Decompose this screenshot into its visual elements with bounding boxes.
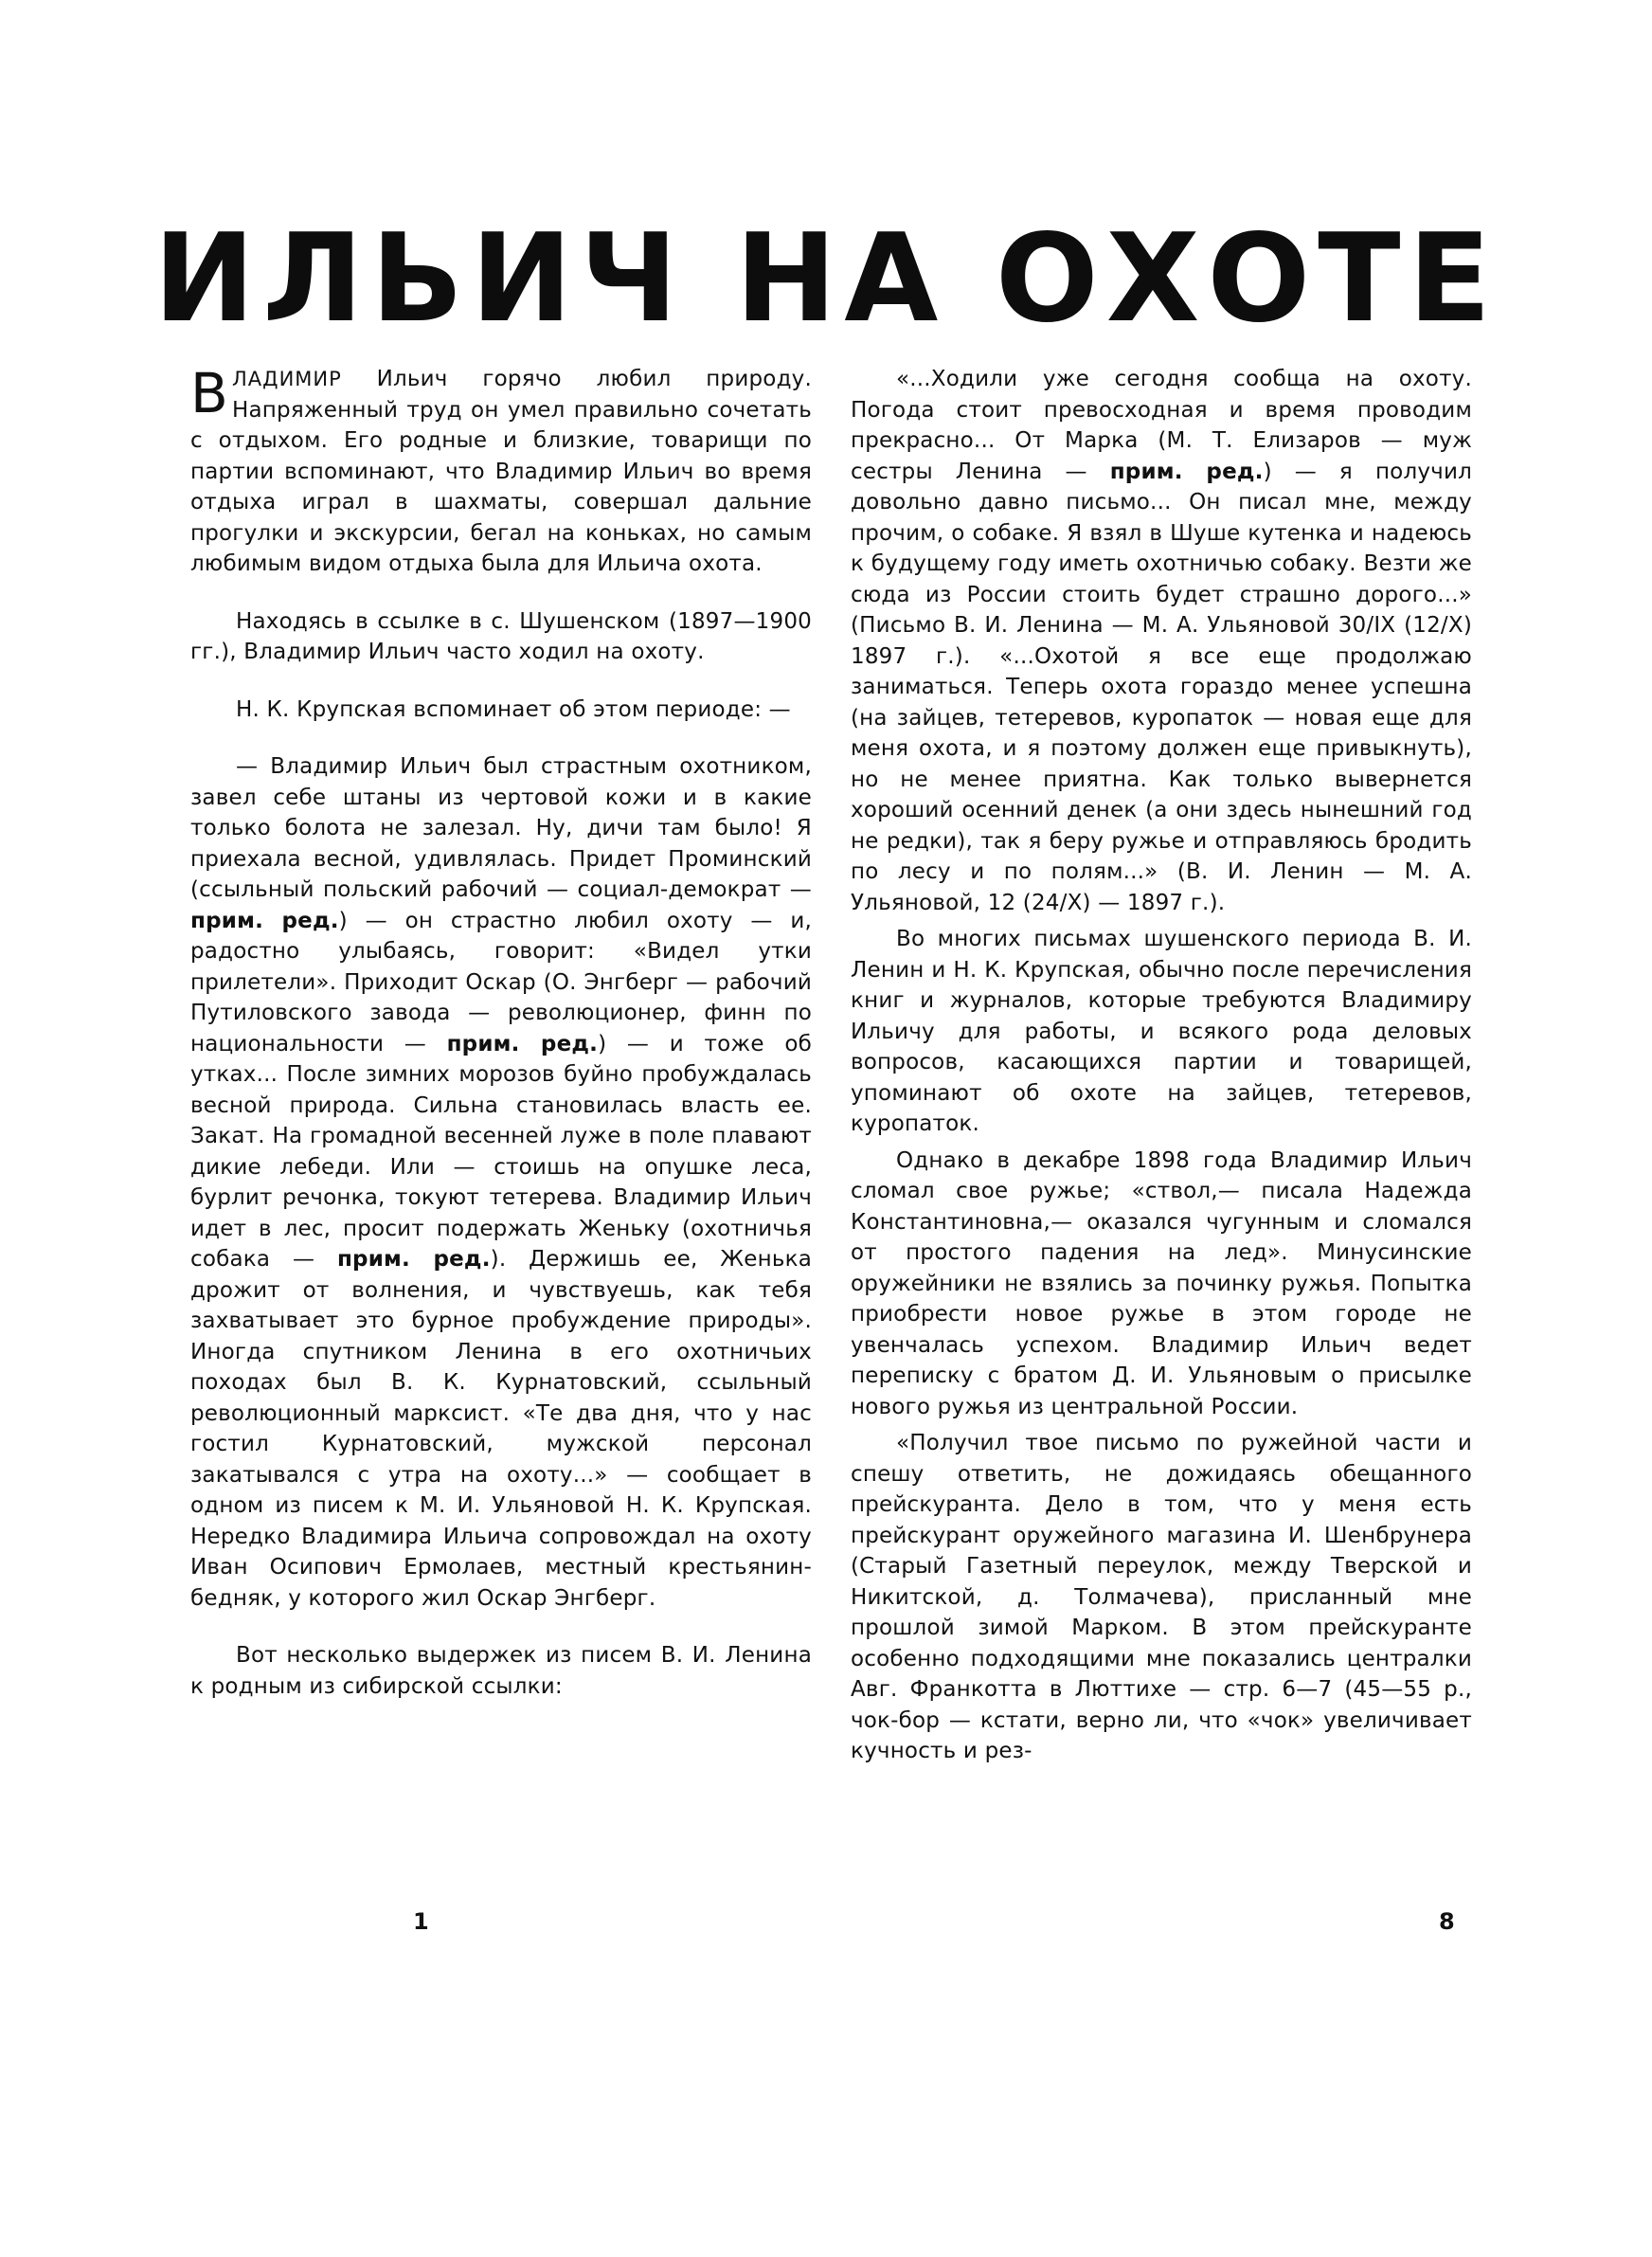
letter-part-b: ) — я получил довольно давно письмо... Он писал мне, между прочим, о собаке. Я взял в Шуше кутенка и надеюсь к будущему году иметь охотничью собаку. Везти же сюда из России стоить будет страшно дорого...» (Письмо В. И. Ленина — М. А. Ульяновой 30/IX (12/X) 1897 г.). «...Охотой я все еще продолжаю заниматься. Теперь охота гораздо менее успешна (на зайцев, тетеревов, куропаток — новая еще для меня охота, и я поэтому должен еще привыкнуть), но не менее приятна. Как только вывернется хороший осенний денек (а они здесь нынешний год не редки), так я беру ружье и отправляюсь бродить по лесу и по полям...» (В. И. Ленин — М. А. Ульяновой, 12 (24/X) — 1897 г.). [851, 459, 1473, 915]
krupskaya-quote-paragraph [190, 751, 812, 1614]
shushenskoye-letters-paragraph: Во многих письмах шушенского периода В. И. Ленин и Н. К. Крупская, обычно после перечисления книг и журналов, которые требуются Владимиру Ильичу для работы, и всякого рода деловых вопросов, касающихся партии и товарищей, упоминают об охоте на зайцев, тетеревов, куропаток. [851, 927, 1472, 1136]
letter-part-a: «...Ходили уже сегодня сообща на охоту. Погода стоит превосходная и время проводим прекрасно... От Марка (М. Т. Елизаров — муж сестры Ленина — [851, 367, 1472, 484]
intro-paragraph [190, 361, 812, 580]
editor-note: прим. ред. [1109, 459, 1264, 484]
gun-letter-paragraph: «Получил твое письмо по ружейной части и спешу ответить, не дожидаясь обещанного прейскуранта. Дело в том, что у меня есть прейскурант оружейного магазина И. Шенбрунера (Старый Газетный переулок, между Тверской и Никитской, д. Толмачева), присланный мне прошлой зимой Марком. В этом прейскуранте особенно подходящими мне показались централки Авг. Франкотта в Люттихе — стр. 6—7 (45—55 р., чок-бор — кстати, верно ли, что «чок» увеличивает кучность и рез- [851, 1431, 1472, 1763]
quote-part-c: ) — и тоже об утках... После зимних морозов буйно пробуждалась весной природа. Сильна становилась власть ее. Закат. На громадной весенней луже в поле плавают дикие лебеди. Или — стоишь на опушке леса, бурлит речонка, токуют тетерева. Владимир Ильич идет в лес, просит подержать Женьку (охотничья собака — [190, 1031, 812, 1272]
krupskaya-intro-paragraph: Н. К. Крупская вспоминает об этом периоде: — [236, 696, 791, 722]
exile-paragraph: Находясь в ссылке в с. Шушенском (1897—1900 гг.), Владимир Ильич часто ходил на охоту. [190, 608, 812, 664]
intro-text: Ильич горячо любил природу. Напряженный труд он умел правильно сочетать с отдыхом. Его родные и близкие, товарищи по партии вспоминают, что Владимир Ильич во время отдыха играл в шахматы, совершал дальние прогулки и экскурсии, бегал на коньках, но самым любимым видом отдыха была для Ильича охота. [190, 367, 812, 576]
page-mark-left: 1 [413, 1908, 429, 1935]
quote-part-d: ). Держишь ее, Женька дрожит от волнения, и чувствуешь, как тебя захватывает это бурное пробуждение природы». Иногда спутником Ленина в его охотничьих походах был В. К. Курнатовский, ссыльный революционный марксист. «Те два дня, что у нас гостил Курнатовский, мужской персонал закатывался с утра на охоту...» — сообщает в одном из писем к М. И. Ульяновой Н. К. Крупская. Нередко Владимира Ильича сопровождал на охоту Иван Осипович Ермолаев, местный крестьянин-бедняк, у которого жил Оскар Энгберг. [190, 1247, 812, 1611]
article-title: ИЛЬИЧ НА ОХОТЕ [153, 208, 1499, 350]
editor-note: прим. ред. [190, 908, 339, 933]
editor-note: прим. ред. [336, 1247, 491, 1272]
left-column [190, 361, 813, 1702]
lead-word: ЛАДИМИР [232, 368, 342, 390]
editor-note: прим. ред. [446, 1031, 599, 1056]
letters-intro-paragraph: Вот несколько выдержек из писем В. И. Ленина к родным из сибирской ссылки: [190, 1643, 812, 1699]
letter-quotes-paragraph [851, 364, 1472, 918]
quote-part-b: ) — он страстно любил охоту — и, радостно улыбаясь, говорит: «Видел утки прилетели». Приходит Оскар (О. Энгберг — рабочий Путиловского завода — революционер, финн по национальности — [190, 908, 813, 1056]
drop-cap: В [190, 361, 228, 425]
page-number: 8 [1439, 1908, 1455, 1935]
broken-gun-paragraph: Однако в декабре 1898 года Владимир Ильич сломал свое ружье; «ствол,— писала Надежда Константиновна,— оказался чугунным и сломался от простого падения на лед». Минусинские оружейники не взялись за починку ружья. Попытка приобрести новое ружье в этом городе не увенчалась успехом. Владимир Ильич ведет переписку с братом Д. И. Ульяновым о присылке нового ружья из центральной России. [851, 1147, 1472, 1419]
right-column [851, 364, 1472, 1767]
quote-part-a: — Владимир Ильич был страстным охотником, завел себе штаны из чертовой кожи и в какие только болота не залезал. Ну, дичи там было! Я приехала весной, удивлялась. Придет Проминский (ссыльный польский рабочий — социал-демократ — [190, 754, 812, 902]
